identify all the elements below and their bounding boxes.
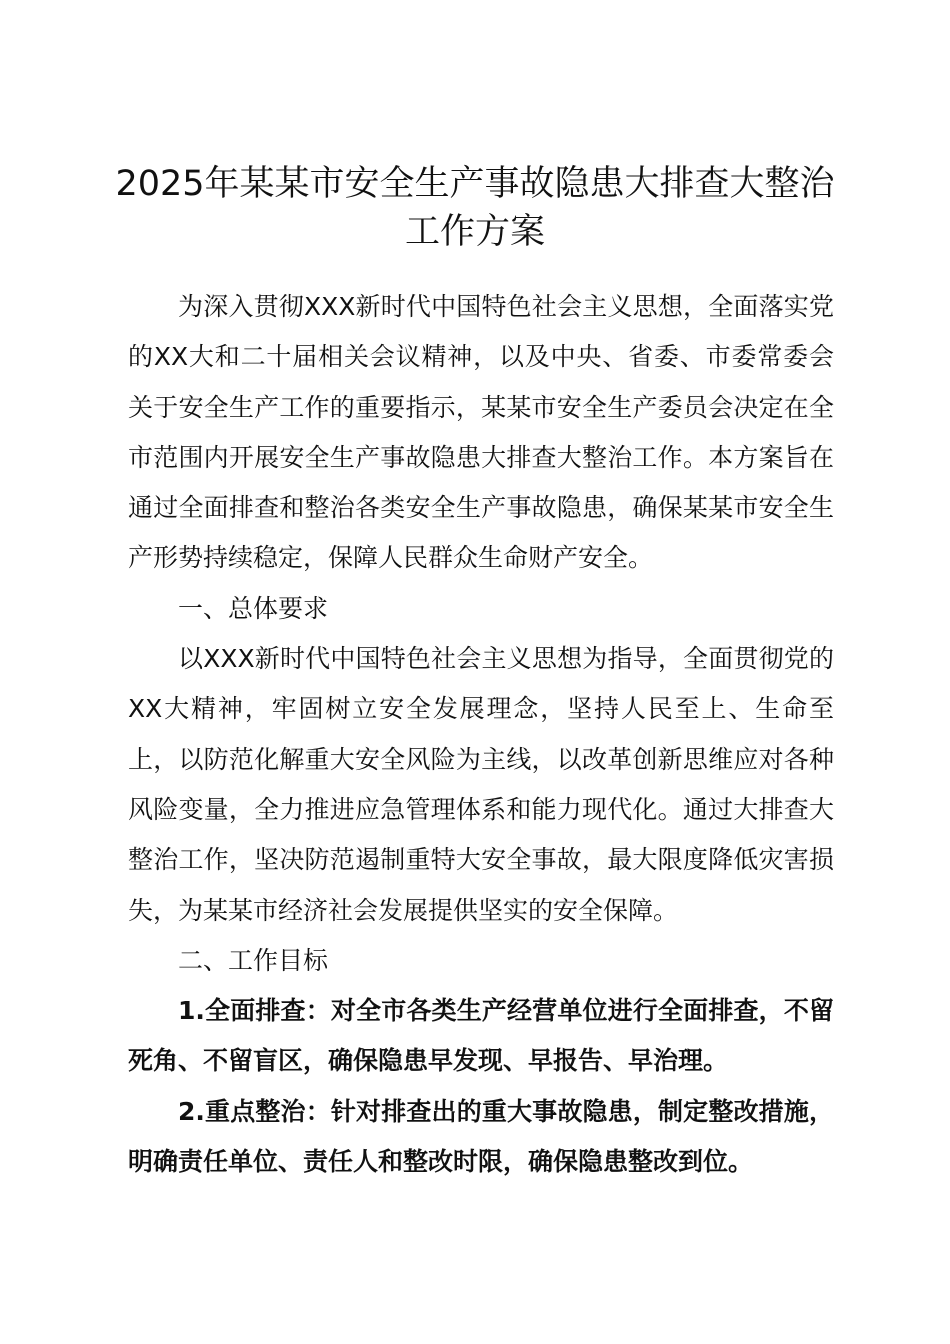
section-heading-work-goals: 二、工作目标	[178, 945, 329, 975]
section-heading-general-requirements: 一、总体要求	[178, 593, 329, 623]
document-body	[128, 282, 834, 1187]
goal-item-key-rectification: 2.重点整治：针对排查出的重大事故隐患，制定整改措施，明确责任单位、责任人和整改时限，确保隐患整改到位。	[128, 1096, 834, 1177]
general-requirements-paragraph: 以XXX新时代中国特色社会主义思想为指导，全面贯彻党的XX大精神，牢固树立安全发展理念，坚持人民至上、生命至上，以防范化解重大安全风险为主线，以改革创新思维应对各种风险变量，全力推进应急管理体系和能力现代化。通过大排查大整治工作，坚决防范遏制重特大安全事故，最大限度降低灾害损失，为某某市经济社会发展提供坚实的安全保障。	[128, 644, 834, 925]
intro-paragraph: 为深入贯彻XXX新时代中国特色社会主义思想，全面落实党的XX大和二十届相关会议精神，以及中央、省委、市委常委会关于安全生产工作的重要指示，某某市安全生产委员会决定在全市范围内开展安全生产事故隐患大排查大整治工作。本方案旨在通过全面排查和整治各类安全生产事故隐患，确保某某市安全生产形势持续稳定，保障人民群众生命财产安全。	[128, 292, 834, 573]
goal-item-comprehensive-inspection: 1.全面排查：对全市各类生产经营单位进行全面排查，不留死角、不留盲区，确保隐患早发现、早报告、早治理。	[128, 996, 834, 1076]
document-title: 2025年某某市安全生产事故隐患大排查大整治工作方案	[115, 164, 835, 252]
